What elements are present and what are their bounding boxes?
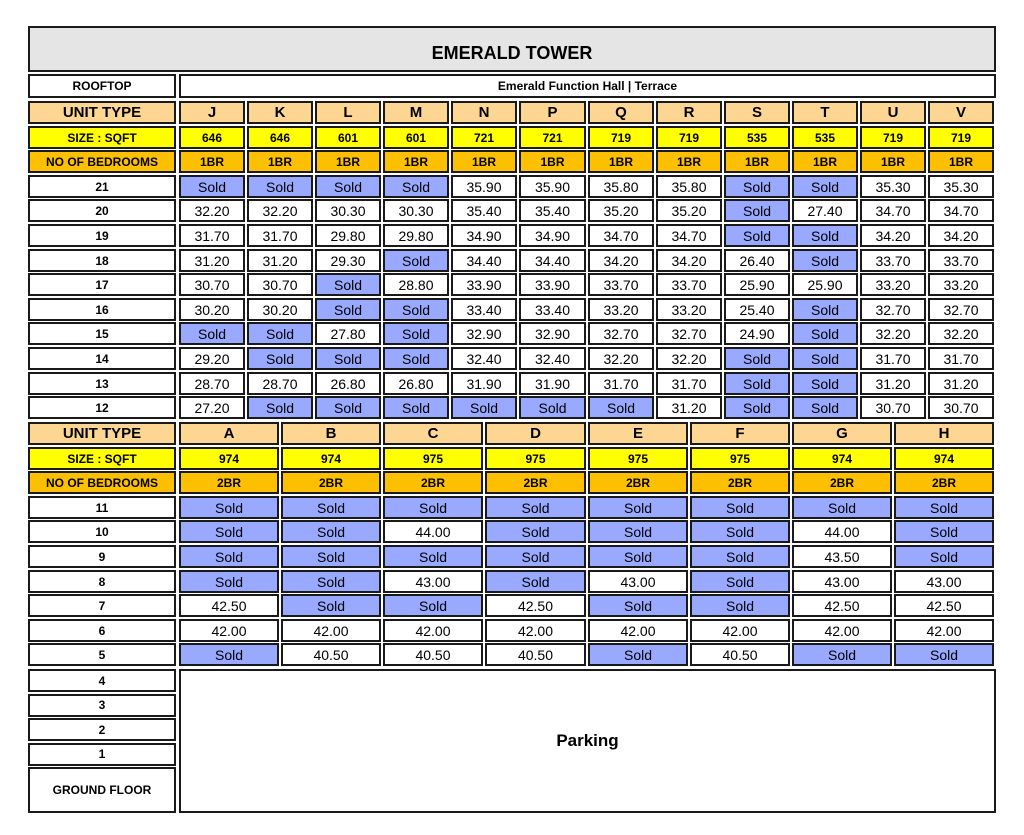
floor-label: 19 (28, 224, 176, 247)
unit-cell-sold: Sold (179, 322, 245, 345)
unit-cell-price[interactable]: 31.20 (656, 396, 722, 419)
unit-cell-price[interactable]: 33.20 (928, 273, 994, 296)
unit-cell-price[interactable]: 42.00 (485, 619, 586, 642)
unit-cell-price[interactable]: 42.00 (383, 619, 483, 642)
unit-cell-price[interactable]: 40.50 (485, 643, 586, 666)
unit-cell-price[interactable]: 30.30 (383, 199, 449, 222)
unit-cell-sold: Sold (792, 643, 892, 666)
floor-label: 8 (28, 570, 176, 593)
unit-type-header: A (179, 422, 279, 445)
unit-cell-sold: Sold (519, 396, 586, 419)
unit-cell-sold: Sold (315, 396, 381, 419)
unit-type-header: F (690, 422, 790, 445)
unit-cell-price[interactable]: 33.70 (656, 273, 722, 296)
unit-size: 974 (792, 447, 892, 470)
unit-cell-price[interactable]: 29.30 (315, 249, 381, 272)
unit-cell-sold: Sold (179, 570, 279, 593)
function-hall-label: Emerald Function Hall | Terrace (179, 74, 996, 98)
unit-bedrooms: 1BR (383, 150, 449, 173)
unit-cell-price[interactable]: 35.90 (451, 175, 517, 198)
unit-cell-price[interactable]: 32.20 (928, 322, 994, 345)
size-label: SIZE : SQFT (28, 126, 176, 149)
unit-type-header: V (928, 101, 994, 124)
rooftop-label: ROOFTOP (28, 74, 176, 98)
unit-cell-sold: Sold (690, 520, 790, 543)
unit-cell-price[interactable]: 42.00 (690, 619, 790, 642)
unit-cell-sold: Sold (247, 347, 313, 370)
floor-label: 4 (28, 669, 176, 692)
unit-cell-price[interactable]: 32.90 (519, 322, 586, 345)
unit-cell-sold: Sold (894, 545, 994, 568)
unit-bedrooms: 2BR (281, 471, 381, 494)
unit-cell-price[interactable]: 42.00 (281, 619, 381, 642)
unit-bedrooms: 1BR (724, 150, 790, 173)
unit-cell-sold: Sold (588, 496, 688, 519)
unit-cell-price[interactable]: 30.70 (928, 396, 994, 419)
unit-cell-sold: Sold (894, 520, 994, 543)
unit-cell-sold: Sold (690, 545, 790, 568)
unit-cell-price[interactable]: 33.90 (519, 273, 586, 296)
unit-type-header: E (588, 422, 688, 445)
unit-cell-sold: Sold (485, 520, 586, 543)
unit-cell-price[interactable]: 29.80 (383, 224, 449, 247)
unit-cell-price[interactable]: 33.20 (656, 298, 722, 321)
unit-size: 535 (724, 126, 790, 149)
unit-cell-price[interactable]: 34.70 (656, 224, 722, 247)
unit-cell-sold: Sold (724, 396, 790, 419)
unit-cell-sold: Sold (690, 594, 790, 617)
unit-size: 719 (928, 126, 994, 149)
unit-cell-price[interactable]: 43.50 (792, 545, 892, 568)
ground-floor-label: GROUND FLOOR (28, 767, 176, 813)
unit-type-header: D (485, 422, 586, 445)
unit-cell-price[interactable]: 31.70 (247, 224, 313, 247)
floor-label: 16 (28, 298, 176, 321)
unit-cell-price[interactable]: 32.20 (588, 347, 654, 370)
unit-type-header: C (383, 422, 483, 445)
unit-cell-price[interactable]: 34.90 (451, 224, 517, 247)
unit-cell-price[interactable]: 42.00 (894, 619, 994, 642)
unit-cell-sold: Sold (588, 643, 688, 666)
unit-cell-sold: Sold (247, 396, 313, 419)
unit-type-header: R (656, 101, 722, 124)
unit-cell-price[interactable]: 35.80 (656, 175, 722, 198)
unit-cell-sold: Sold (315, 298, 381, 321)
unit-cell-price[interactable]: 30.30 (315, 199, 381, 222)
unit-cell-sold: Sold (383, 496, 483, 519)
unit-cell-sold: Sold (247, 322, 313, 345)
unit-bedrooms: 2BR (690, 471, 790, 494)
unit-size: 719 (588, 126, 654, 149)
unit-cell-price[interactable]: 27.20 (179, 396, 245, 419)
unit-cell-price[interactable]: 32.20 (656, 347, 722, 370)
floor-label: 5 (28, 643, 176, 666)
unit-cell-sold: Sold (724, 224, 790, 247)
unit-cell-sold: Sold (792, 496, 892, 519)
unit-cell-price[interactable]: 33.20 (588, 298, 654, 321)
unit-cell-sold: Sold (690, 496, 790, 519)
unit-cell-price[interactable]: 26.40 (724, 249, 790, 272)
bedrooms-label: NO OF BEDROOMS (28, 471, 176, 494)
unit-type-header: N (451, 101, 517, 124)
unit-cell-price[interactable]: 31.90 (451, 372, 517, 395)
page-title: EMERALD TOWER (28, 26, 996, 72)
unit-cell-price[interactable]: 34.20 (656, 249, 722, 272)
unit-cell-price[interactable]: 31.70 (656, 372, 722, 395)
floor-label: 21 (28, 175, 176, 198)
unit-bedrooms: 2BR (179, 471, 279, 494)
unit-cell-price[interactable]: 34.20 (928, 224, 994, 247)
unit-type-header: H (894, 422, 994, 445)
unit-size: 974 (179, 447, 279, 470)
unit-cell-sold: Sold (179, 545, 279, 568)
unit-cell-sold: Sold (315, 175, 381, 198)
unit-cell-sold: Sold (894, 496, 994, 519)
unit-size: 719 (860, 126, 926, 149)
unit-cell-price[interactable]: 31.70 (588, 372, 654, 395)
unit-bedrooms: 2BR (792, 471, 892, 494)
unit-bedrooms: 2BR (894, 471, 994, 494)
floor-label: 10 (28, 520, 176, 543)
unit-cell-price[interactable]: 31.20 (860, 372, 926, 395)
unit-cell-price[interactable]: 25.90 (792, 273, 858, 296)
unit-cell-price[interactable]: 28.80 (383, 273, 449, 296)
unit-cell-price[interactable]: 42.00 (588, 619, 688, 642)
unit-type-header: T (792, 101, 858, 124)
unit-cell-price[interactable]: 32.20 (860, 322, 926, 345)
unit-type-header: B (281, 422, 381, 445)
unit-cell-sold: Sold (894, 643, 994, 666)
unit-cell-price[interactable]: 33.40 (519, 298, 586, 321)
unit-size: 974 (894, 447, 994, 470)
unit-cell-price[interactable]: 34.70 (588, 224, 654, 247)
unit-cell-sold: Sold (179, 520, 279, 543)
unit-cell-price[interactable]: 32.70 (860, 298, 926, 321)
unit-cell-sold: Sold (383, 594, 483, 617)
unit-cell-price[interactable]: 34.40 (519, 249, 586, 272)
unit-cell-price[interactable]: 31.20 (928, 372, 994, 395)
unit-cell-sold: Sold (485, 545, 586, 568)
unit-cell-sold: Sold (383, 298, 449, 321)
unit-cell-price[interactable]: 33.70 (588, 273, 654, 296)
unit-cell-price[interactable]: 42.50 (894, 594, 994, 617)
unit-cell-sold: Sold (281, 545, 381, 568)
unit-cell-price[interactable]: 35.40 (451, 199, 517, 222)
unit-cell-price[interactable]: 35.30 (860, 175, 926, 198)
unit-size: 975 (690, 447, 790, 470)
size-label: SIZE : SQFT (28, 447, 176, 470)
unit-cell-sold: Sold (588, 545, 688, 568)
unit-cell-price[interactable]: 32.40 (519, 347, 586, 370)
floor-label: 17 (28, 273, 176, 296)
unit-size: 974 (281, 447, 381, 470)
unit-cell-sold: Sold (247, 175, 313, 198)
unit-cell-price[interactable]: 42.00 (179, 619, 279, 642)
unit-size: 646 (247, 126, 313, 149)
unit-cell-price[interactable]: 34.90 (519, 224, 586, 247)
unit-cell-price[interactable]: 25.40 (724, 298, 790, 321)
unit-cell-price[interactable]: 28.70 (247, 372, 313, 395)
unit-cell-sold: Sold (792, 175, 858, 198)
unit-cell-sold: Sold (451, 396, 517, 419)
unit-cell-sold: Sold (383, 249, 449, 272)
unit-cell-sold: Sold (724, 175, 790, 198)
floor-label: 2 (28, 718, 176, 741)
unit-type-label: UNIT TYPE (28, 101, 176, 124)
unit-cell-sold: Sold (315, 347, 381, 370)
unit-bedrooms: 2BR (588, 471, 688, 494)
unit-cell-sold: Sold (383, 545, 483, 568)
floor-label: 7 (28, 594, 176, 617)
unit-cell-sold: Sold (179, 643, 279, 666)
unit-cell-price[interactable]: 35.20 (588, 199, 654, 222)
unit-cell-sold: Sold (792, 224, 858, 247)
unit-bedrooms: 1BR (179, 150, 245, 173)
unit-cell-sold: Sold (588, 520, 688, 543)
unit-cell-sold: Sold (179, 175, 245, 198)
unit-cell-price[interactable]: 42.50 (792, 594, 892, 617)
unit-size: 719 (656, 126, 722, 149)
unit-cell-sold: Sold (792, 322, 858, 345)
floor-label: 15 (28, 322, 176, 345)
unit-cell-price[interactable]: 42.00 (792, 619, 892, 642)
unit-cell-sold: Sold (485, 570, 586, 593)
unit-cell-sold: Sold (383, 396, 449, 419)
floor-label: 9 (28, 545, 176, 568)
unit-cell-price[interactable]: 32.90 (451, 322, 517, 345)
unit-size: 975 (588, 447, 688, 470)
unit-cell-price[interactable]: 42.50 (485, 594, 586, 617)
unit-cell-price[interactable]: 31.20 (179, 249, 245, 272)
floor-label: 3 (28, 694, 176, 717)
unit-size: 646 (179, 126, 245, 149)
unit-cell-price[interactable]: 35.40 (519, 199, 586, 222)
unit-type-header: U (860, 101, 926, 124)
unit-cell-sold: Sold (383, 347, 449, 370)
unit-bedrooms: 1BR (315, 150, 381, 173)
unit-cell-price[interactable]: 33.70 (860, 249, 926, 272)
unit-cell-price[interactable]: 32.40 (451, 347, 517, 370)
unit-cell-sold: Sold (383, 322, 449, 345)
unit-cell-price[interactable]: 27.40 (792, 199, 858, 222)
unit-bedrooms: 1BR (860, 150, 926, 173)
floor-label: 12 (28, 396, 176, 419)
unit-bedrooms: 1BR (928, 150, 994, 173)
unit-cell-sold: Sold (281, 570, 381, 593)
unit-cell-sold: Sold (724, 199, 790, 222)
unit-cell-price[interactable]: 43.00 (588, 570, 688, 593)
unit-type-label: UNIT TYPE (28, 422, 176, 445)
unit-cell-price[interactable]: 28.70 (179, 372, 245, 395)
unit-cell-price[interactable]: 43.00 (894, 570, 994, 593)
unit-cell-sold: Sold (690, 570, 790, 593)
unit-cell-price[interactable]: 24.90 (724, 322, 790, 345)
unit-cell-price[interactable]: 40.50 (281, 643, 381, 666)
unit-cell-price[interactable]: 35.30 (928, 175, 994, 198)
unit-cell-price[interactable]: 35.90 (519, 175, 586, 198)
unit-cell-price[interactable]: 33.70 (928, 249, 994, 272)
unit-cell-price[interactable]: 33.90 (451, 273, 517, 296)
unit-cell-sold: Sold (792, 396, 858, 419)
unit-cell-price[interactable]: 32.70 (656, 322, 722, 345)
unit-cell-price[interactable]: 40.50 (690, 643, 790, 666)
unit-cell-sold: Sold (281, 496, 381, 519)
unit-cell-price[interactable]: 44.00 (383, 520, 483, 543)
unit-cell-sold: Sold (485, 496, 586, 519)
unit-cell-sold: Sold (792, 298, 858, 321)
unit-type-header: J (179, 101, 245, 124)
unit-cell-price[interactable]: 43.00 (383, 570, 483, 593)
unit-cell-price[interactable]: 34.70 (928, 199, 994, 222)
unit-cell-price[interactable]: 27.80 (315, 322, 381, 345)
unit-cell-price[interactable]: 43.00 (792, 570, 892, 593)
unit-type-header: P (519, 101, 586, 124)
floor-label: 14 (28, 347, 176, 370)
unit-cell-sold: Sold (792, 249, 858, 272)
unit-cell-price[interactable]: 31.70 (928, 347, 994, 370)
unit-cell-price[interactable]: 44.00 (792, 520, 892, 543)
unit-bedrooms: 2BR (485, 471, 586, 494)
unit-cell-price[interactable]: 42.50 (179, 594, 279, 617)
unit-type-header: S (724, 101, 790, 124)
unit-size: 975 (485, 447, 586, 470)
unit-cell-price[interactable]: 32.70 (928, 298, 994, 321)
unit-cell-price[interactable]: 25.90 (724, 273, 790, 296)
unit-cell-price[interactable]: 34.40 (451, 249, 517, 272)
bedrooms-label: NO OF BEDROOMS (28, 150, 176, 173)
unit-cell-price[interactable]: 33.40 (451, 298, 517, 321)
unit-cell-sold: Sold (724, 372, 790, 395)
unit-type-header: Q (588, 101, 654, 124)
unit-cell-price[interactable]: 35.20 (656, 199, 722, 222)
unit-cell-sold: Sold (792, 372, 858, 395)
unit-cell-price[interactable]: 29.20 (179, 347, 245, 370)
unit-cell-price[interactable]: 30.20 (247, 298, 313, 321)
unit-cell-price[interactable]: 34.20 (860, 224, 926, 247)
unit-cell-price[interactable]: 40.50 (383, 643, 483, 666)
unit-cell-sold: Sold (383, 175, 449, 198)
unit-cell-price[interactable]: 26.80 (315, 372, 381, 395)
unit-bedrooms: 1BR (451, 150, 517, 173)
floor-label: 1 (28, 743, 176, 766)
unit-cell-price[interactable]: 32.20 (247, 199, 313, 222)
unit-cell-price[interactable]: 34.70 (860, 199, 926, 222)
floor-label: 6 (28, 619, 176, 642)
unit-cell-sold: Sold (179, 496, 279, 519)
unit-cell-price[interactable]: 31.70 (179, 224, 245, 247)
unit-bedrooms: 1BR (247, 150, 313, 173)
unit-cell-price[interactable]: 33.20 (860, 273, 926, 296)
unit-size: 721 (519, 126, 586, 149)
unit-bedrooms: 2BR (383, 471, 483, 494)
unit-cell-price[interactable]: 31.70 (860, 347, 926, 370)
unit-cell-price[interactable]: 30.70 (179, 273, 245, 296)
unit-cell-price[interactable]: 34.20 (588, 249, 654, 272)
unit-cell-sold: Sold (724, 347, 790, 370)
floor-label: 11 (28, 496, 176, 519)
unit-cell-price[interactable]: 30.70 (860, 396, 926, 419)
unit-cell-sold: Sold (315, 273, 381, 296)
unit-cell-price[interactable]: 35.80 (588, 175, 654, 198)
unit-cell-price[interactable]: 29.80 (315, 224, 381, 247)
unit-size: 601 (315, 126, 381, 149)
unit-size: 601 (383, 126, 449, 149)
unit-type-header: K (247, 101, 313, 124)
unit-size: 975 (383, 447, 483, 470)
unit-cell-sold: Sold (281, 520, 381, 543)
unit-cell-price[interactable]: 30.20 (179, 298, 245, 321)
unit-type-header: L (315, 101, 381, 124)
unit-cell-price[interactable]: 26.80 (383, 372, 449, 395)
unit-cell-sold: Sold (588, 594, 688, 617)
unit-bedrooms: 1BR (792, 150, 858, 173)
unit-type-header: G (792, 422, 892, 445)
unit-cell-price[interactable]: 32.20 (179, 199, 245, 222)
unit-cell-price[interactable]: 32.70 (588, 322, 654, 345)
floor-label: 13 (28, 372, 176, 395)
floor-label: 18 (28, 249, 176, 272)
unit-bedrooms: 1BR (588, 150, 654, 173)
unit-cell-price[interactable]: 30.70 (247, 273, 313, 296)
unit-cell-sold: Sold (588, 396, 654, 419)
unit-cell-price[interactable]: 31.20 (247, 249, 313, 272)
unit-size: 535 (792, 126, 858, 149)
parking-area: Parking (179, 669, 996, 813)
unit-bedrooms: 1BR (656, 150, 722, 173)
unit-cell-sold: Sold (281, 594, 381, 617)
floor-label: 20 (28, 199, 176, 222)
unit-type-header: M (383, 101, 449, 124)
unit-cell-price[interactable]: 31.90 (519, 372, 586, 395)
unit-size: 721 (451, 126, 517, 149)
unit-cell-sold: Sold (792, 347, 858, 370)
unit-bedrooms: 1BR (519, 150, 586, 173)
